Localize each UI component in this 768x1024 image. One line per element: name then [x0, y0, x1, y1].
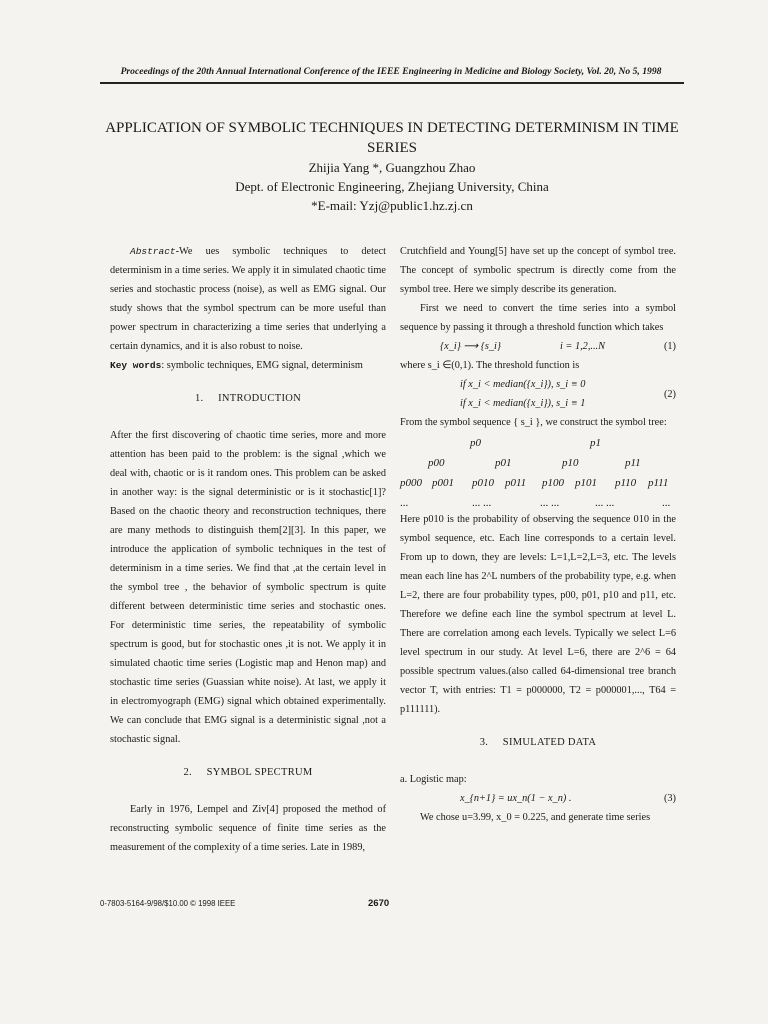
- choose-text: We chose u=3.99, x_0 = 0.225, and generate time series: [420, 812, 651, 823]
- tree-node: p110: [615, 477, 637, 489]
- affiliation: Dept. of Electronic Engineering, Zhejiang University, China: [235, 179, 549, 194]
- tree-node: p10: [562, 457, 579, 469]
- section-2-heading: 2. SYMBOL SPECTRUM: [183, 767, 313, 778]
- equation-3-expr: x_{n+1} = ux_n(1 − x_n) .: [460, 793, 572, 804]
- keywords-text: : symbolic techniques, EMG signal, determinism: [161, 360, 363, 371]
- equation-1-expr: {x_i} ⟶ {s_i}: [440, 341, 501, 352]
- tree-node: p00: [428, 457, 445, 469]
- left-column: [110, 242, 386, 857]
- authors: Zhijia Yang *, Guangzhou Zhao: [308, 160, 476, 175]
- intro-paragraph: After the first discovering of chaotic time series, more and more attention has been paid to the problem: is the signal ,which we deal with, chaotic or is it random ones. This problem can be asked in another way: is the signal deterministic or is it stochastic[1]? Based on the chaotic theory and reconstruction techniques, there are many methods to distinguish them[2][3]. In this paper, we introduce the application of symbolic techniques in the test of determinism in a time series. We find that ,at the certain level in the symbol tree , the behavior of symbolic spectrum is quite different between deterministic time series and stochastic ones. For deterministic time series, the repeatability of symbolic spectrum is good, but for stochastic ones ,it is not. We apply it in simulated chaotic time series (Logistic map and Henon map) and stochastic time series (Guassian white noise). At last, we apply it in electromyograph (EMG) signal which obtained experimentally. We can conclude that EMG signal is a deterministic signal ,not a stochastic signal.: [110, 430, 386, 745]
- running-header: Proceedings of the 20th Annual International Conference of the IEEE Engineering in Medicine and Biology Society, Vol. 20, No 5, 1998: [120, 66, 662, 77]
- equation-2: [400, 375, 676, 413]
- title-block: [100, 118, 684, 215]
- right-paragraph-1: Crutchfield and Young[5] have set up the concept of symbol tree. The concept of symbolic spectrum is directly come from the symbol tree. Here we simply describe its generation.: [400, 246, 676, 295]
- tree-node: p011: [505, 477, 527, 489]
- right-column: [400, 242, 676, 827]
- tree-node: p01: [495, 457, 512, 469]
- tree-node: p000: [400, 477, 422, 489]
- abstract: [110, 242, 386, 356]
- equation-2a: if x_i < median({x_i}), s_i ≡ 0: [460, 379, 586, 390]
- tree-node: p100: [542, 477, 564, 489]
- equation-3: [400, 789, 676, 808]
- section-2-paragraph: Early in 1976, Lempel and Ziv[4] proposed the method of reconstructing symbolic sequence of finite time series as the measurement of the complexity of a time series. Late in 1989,: [110, 804, 386, 853]
- right-paragraph-2: First we need to convert the time series into a symbol sequence by passing it through a threshold function which takes: [400, 303, 676, 333]
- keywords: [110, 356, 386, 375]
- equation-2b: if x_i < median({x_i}), s_i ≡ 1: [460, 398, 586, 409]
- abstract-label: Abstract: [130, 246, 176, 257]
- tree-intro: From the symbol sequence { s_i }, we construct the symbol tree:: [400, 417, 667, 428]
- tree-node: p11: [625, 457, 641, 469]
- equation-1-number: (1): [663, 341, 676, 352]
- section-1-heading: 1. INTRODUCTION: [194, 393, 302, 404]
- right-paragraph-3: Here p010 is the probability of observing the sequence 010 in the symbol sequence, etc. Each line corresponds to a certain level. From up to down, they are levels: L=1,L=2,L=3, etc. The levels mean each line has 2^L numbers of the probability type, e.g. when L=2, there are four probability types, p00, p01, p10 and p11, etc. Therefore we define each line the symbol spectrum at level L. There are correlation among each levels. Typically we select L=6 level spectrum in our study. At level L=6, there are 2^6 = 64 possible spectrum values.(also called 64-dimensional tree branch vector T, with entries: T1 = p000000, T2 = p000001,..., T64 = p111111).: [400, 514, 676, 715]
- tree-node: p1: [590, 437, 601, 449]
- section-3-heading: 3. SIMULATED DATA: [479, 737, 597, 748]
- equation-3-number: (3): [663, 793, 676, 804]
- equation-1: [400, 337, 676, 356]
- symbol-tree: [400, 434, 676, 508]
- tree-node: p0: [470, 437, 481, 449]
- email: *E-mail: Yzj@public1.hz.zj.cn: [311, 198, 473, 213]
- logistic-label: a. Logistic map:: [400, 774, 467, 785]
- where-text: where s_i ∈(0,1). The threshold function is: [400, 360, 580, 371]
- tree-node: p010: [472, 477, 494, 489]
- equation-1-range: i = 1,2,...N: [559, 341, 605, 352]
- paper-title: APPLICATION OF SYMBOLIC TECHNIQUES IN DETECTING DETERMINISM IN TIME SERIES: [105, 120, 679, 156]
- tree-level-1: [400, 434, 676, 454]
- copyright-footer: 0-7803-5164-9/98/$10.00 © 1998 IEEE: [100, 899, 236, 908]
- tree-node: p001: [432, 477, 454, 489]
- tree-level-2: [400, 454, 676, 474]
- header-rule: [100, 82, 684, 84]
- keywords-label: Key words: [110, 360, 162, 371]
- tree-level-3: [400, 474, 676, 494]
- tree-node: p111: [648, 477, 669, 489]
- tree-dots: ... ... ... ... ... ... ... ...: [400, 497, 671, 509]
- tree-node: p101: [575, 477, 597, 489]
- abstract-text: -We ues symbolic techniques to detect determinism in a time series. We apply it in simulated chaotic time series and stochastic process (noise), as well as EMG signal. Our study shows that the symbol spectrum can be more useful than power spectrum in characterizing a time series that underlying a certain dynamics, and it is also robust to noise.: [110, 246, 386, 352]
- page-number: 2670: [368, 898, 390, 909]
- equation-2-number: (2): [663, 389, 676, 400]
